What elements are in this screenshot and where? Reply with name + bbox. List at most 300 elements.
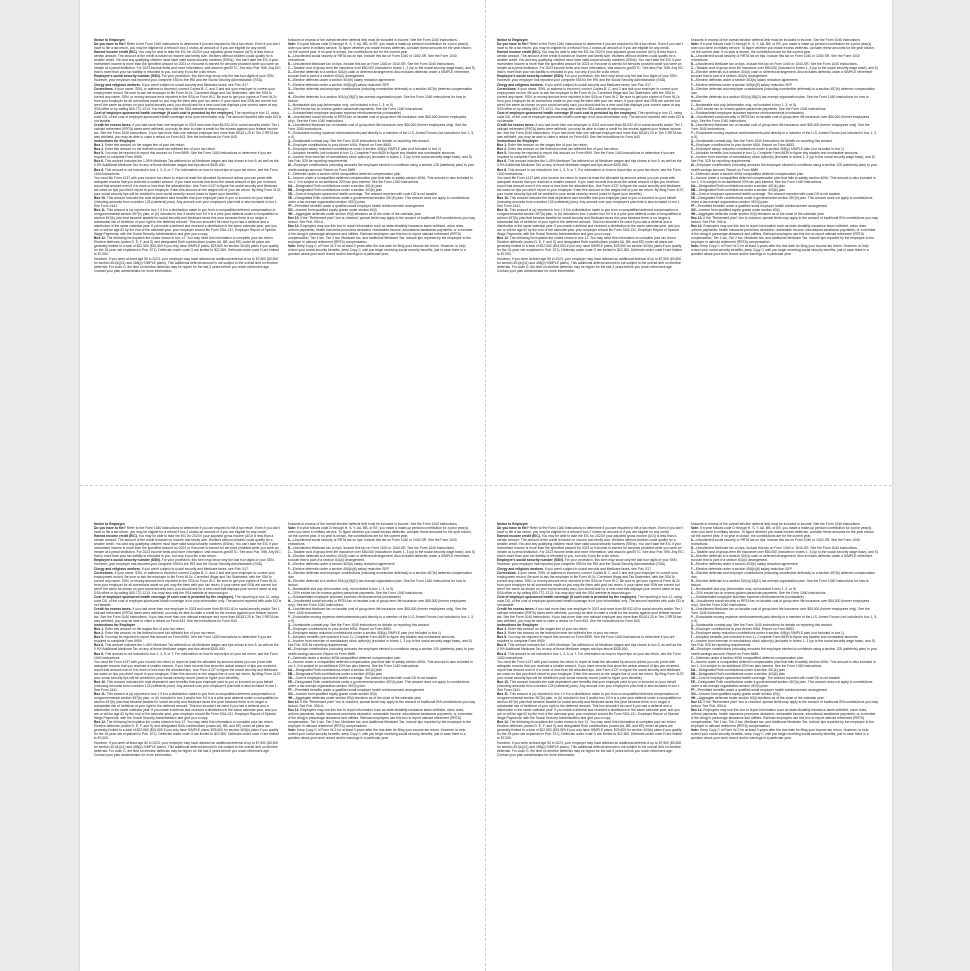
paragraph-text: —20% excise tax on excess golden parachute payments. See the Form 1040 instructions. bbox=[289, 106, 424, 111]
paragraph-lead: D bbox=[287, 554, 290, 559]
paragraph-lead: Box 12. bbox=[497, 236, 509, 241]
paragraph-text: —Adoption benefits (not included in box 1). Complete Form 8839 to figure any taxable and nontaxable amounts. bbox=[289, 635, 456, 640]
paragraph-text: —Permitted benefits under a qualified small employer health reimbursement arrangement bbox=[291, 203, 425, 208]
paragraph-lead: Box 13. bbox=[287, 216, 300, 221]
instruction-paragraph bbox=[288, 54, 476, 62]
paragraph-text: You must file Form 4137 with your income tax return to report at least the allocated tip amount unless you can prove with adequate records that you received a smaller amount. If you have records that show the actual amount of tips you received, report that amount even if it is more or less than the allocated tips. Use Form 4137 to figure the social security and Medicare tax owed on tips you didn't report to your employer. Enter this amount on the wages line of your tax return. By filing Form 4137, your social security tips will be credited to your social security record (used to figure your benefits). bbox=[497, 175, 685, 196]
paragraph-lead: R bbox=[287, 627, 290, 632]
instruction-paragraph bbox=[288, 660, 476, 668]
paragraph-lead: Note: bbox=[287, 42, 297, 47]
paragraph-lead: EE bbox=[287, 679, 292, 684]
paragraph-text: —Uncollected social security or RRTA tax on taxable cost of group-term life insurance over $50,000 (former employees only). See the Form 1040 instructions. bbox=[287, 598, 467, 607]
paragraph-text: —Employee salary reduction contributions under a section 408(p) SIMPLE plan (not included in box 1) bbox=[289, 631, 442, 636]
box-12-codes-column bbox=[288, 522, 476, 969]
instruction-paragraph bbox=[94, 680, 282, 692]
instruction-paragraph bbox=[497, 74, 685, 82]
paragraph-text: If the "Retirement plan" box is checked, special limits may apply to the amount of traditional IRA contributions you may deduct. See Pub. 590-A. bbox=[287, 700, 475, 709]
paragraph-lead: Do you have to file? bbox=[94, 526, 126, 531]
paragraph-lead: Box 5. bbox=[94, 151, 105, 156]
paragraph-lead: BB bbox=[690, 187, 696, 192]
paragraph-lead: D bbox=[690, 70, 693, 75]
instruction-paragraph bbox=[691, 647, 879, 655]
paragraph-text: This amount is (a) reported in box 1 if it is a distribution made to you from a nonqualified deferred compensation or nongovernmental section 457(b) plan, or (b) included in box 3 and/or box 5 if it is a prior year deferral under a nonqualified or section 457(b) plan that became taxable for social security and Medicare taxes this year because there is no longer a substantial risk of forfeiture of your right to the deferred amount. This box shouldn't be used if you had a deferral and a distribution in the same calendar year. If you made a deferral and received a distribution in the same calendar year, and you are or will be age 62 by the end of the calendar year, your employer should file Form SSA-131, Employer Report of Special Wage Payments, with the Social Security Administration and give you a copy. bbox=[94, 207, 279, 237]
instruction-paragraph bbox=[288, 639, 476, 647]
paragraph-lead: N bbox=[287, 606, 290, 611]
instruction-paragraph bbox=[497, 236, 685, 256]
paragraph-lead: K bbox=[287, 106, 290, 111]
paragraph-text: If a year follows code D through H, S, Y, AA, BB, or EE, you made a make-up pension contribution for a prior year(s) when you were in military service. To figure whether you made excess deferrals, consider these amounts for the year shown, not the current year. If no year is shown, the contributions are for the current year. bbox=[287, 526, 472, 539]
paragraph-text: —Substantiated employee business expense reimbursements (nontaxable) bbox=[692, 594, 804, 599]
paragraph-text: —Employer contributions to your Archer MSA. Report on Form 8853. bbox=[692, 143, 795, 148]
paragraph-lead: BB bbox=[287, 671, 293, 676]
instruction-paragraph bbox=[497, 571, 685, 595]
paragraph-text: This amount includes the 1.45% Medicare Tax withheld on all Medicare wages and tips shown in box 5, as well as the 0.9% Additional Medicare Tax on any of those Medicare wages and tips above $200,000. bbox=[497, 159, 682, 168]
paragraph-text: —Income from qualified equity grants under section 83(i) bbox=[292, 691, 377, 696]
paragraph-text: If you had more than one employer in 2023 and more than $9,932.40 in social security and/or Tier 1 railroad retirement (RRTA) taxes were withheld, you may be able to claim a credit for the excess against your federal income tax. See the Form 1040 instructions. If you had more than one railroad employer and more than $5,821.20 in Tier 2 RRTA tax was withheld, you may be able to claim a refund on Form 843. See the Instructions for Form 843. bbox=[497, 122, 683, 140]
instruction-paragraph bbox=[497, 168, 685, 176]
paragraph-text: —Substantiated employee business expense reimbursements (nontaxable) bbox=[692, 110, 804, 115]
instruction-paragraph bbox=[497, 159, 685, 167]
paragraph-text: —Employee salary reduction contributions under a section 408(p) SIMPLE plan (not included in box 1) bbox=[692, 631, 845, 636]
paragraph-lead: AA bbox=[287, 183, 293, 188]
paragraph-lead: DD bbox=[690, 191, 696, 196]
paragraph-lead: W bbox=[690, 647, 694, 652]
paragraph-lead: F bbox=[287, 566, 290, 571]
paragraph-lead: Y bbox=[690, 171, 693, 176]
paragraph-lead: B bbox=[690, 62, 693, 67]
paragraph-lead: B bbox=[287, 546, 290, 551]
form-w2-instructions-sheet bbox=[80, 0, 892, 971]
paragraph-lead: R bbox=[287, 143, 290, 148]
paragraph-text: —Aggregate deferrals under section 83(i) elections as of the close of the calendar year bbox=[695, 696, 824, 701]
paragraph-lead: EE bbox=[690, 679, 695, 684]
instructions-copy-top-right bbox=[497, 38, 878, 485]
paragraph-lead: Box 10. bbox=[497, 195, 509, 200]
instruction-paragraph bbox=[288, 700, 476, 708]
instruction-paragraph bbox=[288, 579, 476, 587]
paragraph-lead: Box 11. bbox=[497, 691, 509, 696]
paragraph-lead: GG bbox=[690, 207, 696, 212]
paragraph-text: —Income under a nonqualified deferred compensation plan that fails to satisfy section 409A. This amount is also included in box 1. It is subject to an additional 20% tax plus interest. See the Form 1040 instructions. bbox=[287, 659, 473, 668]
paragraph-text: You may be required to report this amount on Form 8959. See the Form 1040 instructions to determine if you are required to complete Form 8959. bbox=[94, 635, 272, 644]
paragraph-text: —Substantiated employee business expense reimbursements (nontaxable) bbox=[289, 110, 401, 115]
paragraph-text: This amount includes the total dependent care benefits that your employer paid to you or incurred on your behalf (including amounts from a section 125 (cafeteria) plan). Any amount over your employer's plan limit is also included in box 1. See Form 2441. bbox=[94, 679, 278, 692]
paragraph-text: —Uncollected Medicare tax on taxable cost of group-term life insurance over $50,000 (former employees only). See the Form 1040 instructions. bbox=[690, 606, 870, 616]
paragraph-lead: A bbox=[287, 538, 290, 543]
instruction-paragraph bbox=[288, 554, 476, 562]
instruction-paragraph bbox=[288, 599, 476, 607]
paragraph-lead: A bbox=[287, 54, 290, 59]
paragraph-text: —Elective deferrals and employer contributions (including nonelective deferrals) to a section 457(b) deferred compensation plan bbox=[287, 570, 473, 579]
paragraph-text: —Elective deferrals to a section 501(c)(18)(D) tax-exempt organization plan. See the Form 1040 instructions for how to deduct. bbox=[287, 94, 466, 103]
paragraph-lead: Z bbox=[287, 175, 290, 180]
paragraph-lead: Instructions for Employee bbox=[94, 623, 136, 628]
paragraph-lead: Box 11. bbox=[94, 691, 106, 696]
paragraph-text: For your protection, this form may show only the last four digits of your SSN. However, your employer has reported your complete SSN to the IRS and the Social Security Administration (SSA). bbox=[497, 74, 678, 83]
paragraph-lead: AA bbox=[690, 183, 696, 188]
paragraph-lead: Z bbox=[287, 659, 290, 664]
paragraph-lead: G bbox=[287, 570, 291, 575]
paragraph-lead: Earned income credit (EIC). bbox=[497, 50, 541, 55]
instruction-paragraph bbox=[691, 163, 879, 171]
paragraph-lead: Box 14. bbox=[287, 708, 300, 713]
box-12-codes-column bbox=[288, 38, 476, 485]
paragraph-lead: Corrections. bbox=[94, 570, 114, 575]
paragraph-lead: Box 5. bbox=[497, 635, 508, 640]
box-12-codes-column bbox=[691, 522, 879, 969]
paragraph-text: —Nontaxable sick pay (information only, not included in box 1, 3, or 5) bbox=[289, 102, 394, 107]
instruction-paragraph bbox=[497, 558, 685, 566]
paragraph-lead: Box 14. bbox=[690, 224, 703, 229]
instruction-paragraph bbox=[691, 571, 879, 579]
paragraph-text: —Elective deferrals to a section 501(c)(18)(D) tax-exempt organization plan. See the Form 1040 instructions for how to deduct. bbox=[690, 94, 869, 103]
paragraph-text: Enter this amount on the federal income tax withheld line of your tax return. bbox=[104, 147, 217, 152]
instruction-paragraph bbox=[497, 652, 685, 660]
paragraph-text: —Employer contributions to your Archer MSA. Report on Form 8853. bbox=[289, 627, 392, 632]
paragraph-text: If the "Retirement plan" box is checked, special limits may apply to the amount of traditional IRA contributions you may deduct. See Pub. 590-A. bbox=[690, 700, 878, 709]
paragraph-text: This amount includes the 1.45% Medicare Tax withheld on all Medicare wages and tips shown in box 5, as well as the 0.9% Additional Medicare Tax on any of those Medicare wages and tips above $200,000. bbox=[94, 643, 279, 652]
paragraph-text: —Aggregate deferrals under section 83(i) elections as of the close of the calendar year bbox=[292, 212, 421, 217]
paragraph-lead: T bbox=[690, 635, 693, 640]
paragraph-lead: E bbox=[287, 78, 290, 83]
paragraph-lead: L bbox=[690, 110, 693, 115]
paragraph-text: The reporting in box 12, using code DD, of the cost of employer-sponsored health coverage is for your information only. The amount reported with code DD is not taxable. bbox=[497, 594, 685, 607]
paragraph-text: Enter this amount on the wages line of your tax return. bbox=[507, 143, 589, 148]
instruction-paragraph bbox=[94, 660, 282, 680]
instructions-copy-bottom-left bbox=[94, 522, 475, 969]
paragraph-lead: Box 8. bbox=[94, 651, 105, 656]
paragraph-text: Enter this amount on the federal income tax withheld line of your tax return. bbox=[104, 631, 217, 636]
paragraph-lead: FF bbox=[287, 203, 292, 208]
paragraph-lead: BB bbox=[690, 671, 696, 676]
paragraph-text: —Uncollected social security or RRTA tax on tips. Include this tax on Form 1040 or 1040-SR. See the Form 1040 instructions. bbox=[690, 54, 860, 63]
paragraph-lead: Note: bbox=[690, 244, 700, 249]
paragraph-lead: M bbox=[287, 598, 291, 603]
instruction-paragraph bbox=[497, 50, 685, 74]
instruction-paragraph bbox=[94, 526, 282, 534]
paragraph-lead: Instructions for Employee bbox=[497, 139, 539, 144]
paragraph-lead: Earned income credit (EIC). bbox=[497, 534, 541, 539]
paragraph-text: This amount is not included in box 1, 3, 5, or 7. For information on how to report tips on your tax return, see the Form 1040 instructions. bbox=[94, 167, 278, 176]
paragraph-lead: Box 13. bbox=[690, 216, 703, 221]
paragraph-lead: HH bbox=[690, 212, 696, 217]
paragraph-text: —Uncollected social security or RRTA tax on taxable cost of group-term life insurance over $50,000 (former employees only). See the Form 1040 instructions. bbox=[287, 114, 467, 123]
instruction-paragraph bbox=[288, 155, 476, 163]
notice-to-employee-column bbox=[497, 38, 685, 485]
instruction-paragraph bbox=[94, 558, 282, 566]
paragraph-text: —Deferrals under a section 409A nonqualified deferred compensation plan bbox=[289, 171, 401, 176]
paragraph-lead: R bbox=[690, 627, 693, 632]
instruction-paragraph bbox=[94, 236, 282, 256]
paragraph-text: —Uncollected social security or RRTA tax on taxable cost of group-term life insurance over $50,000 (former employees only). See the Form 1040 instructions. bbox=[690, 598, 870, 607]
instruction-paragraph bbox=[94, 635, 282, 643]
paragraph-text: —Cost of employer-sponsored health coverage. The amount reported with code DD is not taxable. bbox=[292, 675, 438, 680]
instruction-paragraph bbox=[691, 70, 879, 78]
paragraph-text: This amount includes the 1.45% Medicare Tax withheld on all Medicare wages and tips shown in box 5, as well as the 0.9% Additional Medicare Tax on any of those Medicare wages and tips above $200,000. bbox=[497, 643, 682, 652]
paragraph-lead: Box 12. bbox=[94, 720, 106, 725]
paragraph-text: —Nontaxable sick pay (information only, not included in box 1, 3, or 5) bbox=[692, 586, 797, 591]
instruction-paragraph bbox=[94, 741, 282, 757]
paragraph-text: —20% excise tax on excess golden parachute payments. See the Form 1040 instructions. bbox=[692, 590, 827, 595]
paragraph-lead: L bbox=[287, 110, 290, 115]
paragraph-text: —Elective deferrals under a section 408(k)(6) salary reduction SEP bbox=[692, 566, 792, 571]
paragraph-lead: S bbox=[690, 147, 693, 152]
instruction-paragraph bbox=[497, 607, 685, 623]
paragraph-text: Amounts in excess of the overall elective deferral limit must be included in income. See the Form 1040 instructions. bbox=[690, 38, 861, 42]
paragraph-text: —Elective deferrals under a section 408(k)(6) salary reduction SEP bbox=[289, 82, 389, 87]
paragraph-text: —Employer contributions (including amounts the employee elected to contribute using a section 125 (cafeteria) plan) to your health savings account. Report on Form 8889. bbox=[690, 647, 878, 656]
instruction-paragraph bbox=[288, 571, 476, 579]
paragraph-text: Employers may use this box to report information such as state disability insurance taxes withheld, union dues, uniform payments, health insurance premiums deducted, nontaxable income, educational assistance payments, or a member of the clergy's parsonage allowance and utilities. Railroad employers use this box to report railroad retirement (RRTA) compensation, Tier 1 tax, Tier 2 tax, Medicare tax, and Additional Medicare Tax. Include tips reported by the employee to the employer in railroad retirement (RRTA) compensation. bbox=[287, 224, 473, 245]
paragraph-lead: E bbox=[690, 562, 693, 567]
paragraph-lead: H bbox=[287, 578, 290, 583]
instruction-paragraph bbox=[94, 607, 282, 623]
paragraph-text: If your name, SSN, or address is incorrect, correct Copies B, C, and 2 and ask your employer to correct your employment record. Be sure to ask the employer to file Form W-2c, Corrected Wage and Tax Statement, with the SSA to correct any name, SSN, or money amount error reported to the SSA on Form W-2. Be sure to get your copies of Form W-2c from your employer for all corrections made so you may file them with your tax return. If your name and SSN are correct but aren't the same as shown on your social security card, you should ask for a new card that displays your correct name at any SSA office or by calling 800-772-1213. You may also visit the SSA website at www.ssa.gov. bbox=[94, 570, 278, 595]
paragraph-lead: T bbox=[287, 635, 290, 640]
paragraph-text: Enter this amount on the wages line of your tax return. bbox=[507, 627, 589, 632]
instruction-paragraph bbox=[497, 176, 685, 196]
paragraph-text: —Nontaxable combat pay. See the Form 1040 instructions for details on reporting this amount. bbox=[693, 623, 834, 628]
paragraph-lead: K bbox=[287, 590, 290, 595]
paragraph-text: If you aren't subject to social security and Medicare taxes, see Pub. 517. bbox=[140, 82, 249, 87]
paragraph-lead: Note: bbox=[287, 728, 297, 733]
paragraph-text: —Designated Roth contributions under a section 401(k) plan bbox=[695, 183, 785, 188]
paragraph-text: —Employer contributions to your Archer MSA. Report on Form 8853. bbox=[692, 627, 795, 632]
instruction-paragraph bbox=[691, 660, 879, 668]
paragraph-text: Enter this amount on the federal income tax withheld line of your tax return. bbox=[507, 631, 620, 636]
paragraph-lead: Box 8. bbox=[497, 167, 508, 172]
paragraph-lead: Earned income credit (EIC). bbox=[94, 534, 138, 539]
paragraph-lead: Z bbox=[690, 659, 693, 664]
paragraph-lead: Z bbox=[690, 175, 693, 180]
instruction-paragraph bbox=[691, 680, 879, 688]
paragraph-text: —Taxable cost of group-term life insurance over $50,000 (included in boxes 1, 3 (up to the social security wage base), and 5) bbox=[692, 550, 878, 555]
instruction-paragraph bbox=[94, 652, 282, 660]
paragraph-text: Enter this amount on the federal income tax withheld line of your tax return. bbox=[507, 147, 620, 152]
paragraph-text: You may be able to take the EIC for 2023 if your adjusted gross income (AGI) is less than a certain amount. The amount of the credit is based on income and family size. Workers without children could qualify for a smaller credit. You and any qualifying children must have valid social security numbers (SSNs). You can't take the EIC if your investment income is more than the specified amount for 2023 or if income is earned for services provided while you were an inmate at a penal institution. For 2023 income limits and more information, visit www.irs.gov/EITC. See also Pub. 596. Any EIC that is more than your tax liability is refunded to you, but only if you file a tax return. bbox=[497, 50, 684, 75]
paragraph-lead: AA bbox=[287, 667, 293, 672]
paragraph-text: You may be able to take the EIC for 2023 if your adjusted gross income (AGI) is less than a certain amount. The amount of the credit is based on income and family size. Workers without children could qualify for a smaller credit. You and any qualifying children must have valid social security numbers (SSNs). You can't take the EIC if your investment income is more than the specified amount for 2023 or if income is earned for services provided while you were an inmate at a penal institution. For 2023 income limits and more information, visit www.irs.gov/EITC. See also Pub. 596. Any EIC that is more than your tax liability is refunded to you, but only if you file a tax return. bbox=[497, 534, 684, 559]
paragraph-lead: K bbox=[690, 590, 693, 595]
paragraph-text: This amount includes the total dependent care benefits that your employer paid to you or incurred on your behalf (including amounts from a section 125 (cafeteria) plan). Any amount over your employer's plan limit is also included in box 1. See Form 2441. bbox=[497, 679, 681, 692]
paragraph-text: —Employer contributions (including amounts the employee elected to contribute using a section 125 (cafeteria) plan) to your health savings account. Report on Form 8889. bbox=[287, 647, 475, 656]
paragraph-text: This amount is not included in box 1, 3, 5, or 7. For information on how to report tips on your tax return, see the Form 1040 instructions. bbox=[497, 651, 681, 660]
paragraph-text: —Deferrals under a section 409A nonqualified deferred compensation plan bbox=[692, 655, 804, 660]
instruction-paragraph bbox=[691, 599, 879, 607]
paragraph-text: This amount is (a) reported in box 1 if it is a distribution made to you from a nonqualified deferred compensation or nongovernmental section 457(b) plan, or (b) included in box 3 and/or box 5 if it is a prior year deferral under a nonqualified or section 457(b) plan that became taxable for social security and Medicare taxes this year because there is no longer a substantial risk of forfeiture of your right to the deferred amount. This box shouldn't be used if you had a deferral and a distribution in the same calendar year. If you made a deferral and received a distribution in the same calendar year, and you are or will be age 62 by the end of the calendar year, your employer should file Form SSA-131, Employer Report of Special Wage Payments, with the Social Security Administration and give you a copy. bbox=[497, 691, 682, 721]
paragraph-text: —Nontaxable sick pay (information only, not included in box 1, 3, or 5) bbox=[692, 102, 797, 107]
paragraph-text: You may be required to report this amount on Form 8959. See the Form 1040 instructions to determine if you are required to complete Form 8959. bbox=[497, 151, 675, 160]
paragraph-lead: V bbox=[287, 639, 290, 644]
instruction-paragraph bbox=[94, 534, 282, 558]
paragraph-lead: W bbox=[287, 647, 291, 652]
paragraph-text: However, if you were at least age 50 in 2023, your employer may have allowed an additional deferral of up to $7,500 ($3,500 for section 401(k)(11) and 408(p) SIMPLE plans). This additional deferral amount is not subject to the overall limit on elective deferrals. For code G, the limit on elective deferrals may be higher for the last 3 years before you reach retirement age. Contact your plan administrator for more information. bbox=[497, 740, 682, 757]
paragraph-text: Amounts in excess of the overall elective deferral limit must be included in income. See the Form 1040 instructions. bbox=[690, 522, 861, 526]
paragraph-text: —Income under a nonqualified deferred compensation plan that fails to satisfy section 409A. This amount is also included in box 1. It is subject to an additional 20% tax plus interest. See the Form 1040 instructions. bbox=[690, 659, 876, 668]
paragraph-lead: Box 1. bbox=[94, 143, 105, 148]
paragraph-lead: M bbox=[690, 598, 694, 603]
paragraph-lead: N bbox=[690, 606, 693, 611]
paragraph-lead: G bbox=[287, 86, 291, 91]
instruction-paragraph bbox=[288, 216, 476, 224]
paragraph-text: —Adoption benefits (not included in box 1). Complete Form 8839 to figure any taxable and nontaxable amounts. bbox=[692, 151, 859, 156]
paragraph-lead: Cost of employer-sponsored health coverage (if such cost is provided by the employer). bbox=[94, 594, 234, 599]
paragraph-text: —Nontaxable sick pay (information only, not included in box 1, 3, or 5) bbox=[289, 586, 394, 591]
instruction-paragraph bbox=[691, 216, 879, 224]
paragraph-lead: L bbox=[287, 594, 290, 599]
paragraph-text: —Income from qualified equity grants under section 83(i) bbox=[292, 207, 377, 212]
paragraph-text: —Employer contributions (including amounts the employee elected to contribute using a section 125 (cafeteria) plan) to your health savings account. Report on Form 8889. bbox=[287, 163, 475, 172]
instruction-paragraph bbox=[497, 720, 685, 740]
instruction-paragraph bbox=[691, 579, 879, 587]
instruction-paragraph bbox=[691, 728, 879, 740]
paragraph-lead: Corrections. bbox=[94, 86, 114, 91]
paragraph-text: —Taxable cost of group-term life insurance over $50,000 (included in boxes 1, 3 (up to the social security wage base), and 5) bbox=[692, 66, 878, 71]
paragraph-lead: Employee's social security number (SSN). bbox=[94, 558, 161, 563]
paragraph-lead: AA bbox=[690, 667, 696, 672]
paragraph-text: —Cost of employer-sponsored health coverage. The amount reported with code DD is not taxable. bbox=[292, 191, 438, 196]
instruction-paragraph bbox=[288, 708, 476, 728]
paragraph-text: —Nontaxable combat pay. See the Form 1040 instructions for details on reporting this amount. bbox=[290, 623, 431, 628]
paragraph-text: This amount is (a) reported in box 1 if it is a distribution made to you from a nonqualified deferred compensation or nongovernmental section 457(b) plan, or (b) included in box 3 and/or box 5 if it is a prior year deferral under a nonqualified or section 457(b) plan that became taxable for social security and Medicare taxes this year because there is no longer a substantial risk of forfeiture of your right to the deferred amount. This box shouldn't be used if you had a deferral and a distribution in the same calendar year. If you made a deferral and received a distribution in the same calendar year, and you are or will be age 62 by the end of the calendar year, your employer should file Form SSA-131, Employer Report of Special Wage Payments, with the Social Security Administration and give you a copy. bbox=[497, 207, 682, 237]
paragraph-text: If you had more than one employer in 2023 and more than $9,932.40 in social security and/or Tier 1 railroad retirement (RRTA) taxes were withheld, you may be able to claim a credit for the excess against your federal income tax. See the Form 1040 instructions. If you had more than one railroad employer and more than $5,821.20 in Tier 2 RRTA tax was withheld, you may be able to claim a refund on Form 843. See the Instructions for Form 843. bbox=[497, 606, 683, 624]
paragraph-lead: W bbox=[287, 163, 291, 168]
paragraph-text: —Elective deferrals to a section 401(k) cash or deferred arrangement. Also includes deferrals under a SIMPLE retirement account that is part of a section 401(k) arrangement. bbox=[690, 70, 873, 79]
paragraph-text: —Elective deferrals to a section 401(k) cash or deferred arrangement. Also includes deferrals under a SIMPLE retirement account that is part of a section 401(k) arrangement. bbox=[287, 70, 470, 79]
instruction-paragraph bbox=[691, 607, 879, 615]
paragraph-text: —Designated Roth contributions under a section 403(b) plan bbox=[695, 187, 786, 192]
instruction-paragraph bbox=[94, 87, 282, 111]
paragraph-text: —Uncollected Medicare tax on taxable cost of group-term life insurance over $50,000 (former employees only). See the Form 1040 instructions. bbox=[690, 122, 870, 132]
paragraph-lead: A bbox=[690, 54, 693, 59]
instruction-paragraph bbox=[288, 95, 476, 103]
paragraph-text: —Excludable moving expense reimbursements paid directly to a member of the U.S. Armed Forces (not included in box 1, 3, or 5) bbox=[690, 615, 877, 624]
instruction-paragraph bbox=[691, 639, 879, 647]
paragraph-text: Keep Copy C of Form W-2 for at least 3 years after the due date for filing your income tax return. However, to help protect your social security benefits, keep Copy C until you begin receiving social security benefits, just in case there is a question about your work record and/or earnings in a particular year. bbox=[287, 244, 466, 257]
paragraph-text: If a year follows code D through H, S, Y, AA, BB, or EE, you made a make-up pension contribution for a prior year(s) when you were in military service. To figure whether you made excess deferrals, consider these amounts for the year shown, not the current year. If no year is shown, the contributions are for the current year. bbox=[690, 526, 875, 539]
instructions-copy-bottom-right bbox=[497, 522, 878, 969]
paragraph-lead: Clergy and religious workers. bbox=[497, 82, 544, 87]
paragraph-text: However, if you were at least age 50 in 2023, your employer may have allowed an additional deferral of up to $7,500 ($3,500 for section 401(k)(11) and 408(p) SIMPLE plans). This additional deferral amount is not subject to the overall limit on elective deferrals. For code G, the limit on elective deferrals may be higher for the last 3 years before you reach retirement age. Contact your plan administrator for more information. bbox=[94, 740, 279, 757]
paragraph-text: Enter this amount on the wages line of your tax return. bbox=[104, 143, 186, 148]
paragraph-text: This amount includes the total dependent care benefits that your employer paid to you or incurred on your behalf (including amounts from a section 125 (cafeteria) plan). Any amount over your employer's plan limit is also included in box 1. See Form 2441. bbox=[94, 195, 278, 208]
paragraph-text: —Designated Roth contributions under a section 401(k) plan bbox=[292, 183, 382, 188]
instruction-paragraph bbox=[288, 728, 476, 740]
paragraph-text: Amounts in excess of the overall elective deferral limit must be included in income. See the Form 1040 instructions. bbox=[287, 38, 458, 42]
paragraph-text: —Elective deferrals to a section 401(k) cash or deferred arrangement. Also includes deferrals under a SIMPLE retirement account that is part of a section 401(k) arrangement. bbox=[287, 554, 470, 563]
paragraph-text: —Elective deferrals to a section 501(c)(18)(D) tax-exempt organization plan. See the Form 1040 instructions for how to deduct. bbox=[287, 578, 466, 587]
paragraph-lead: H bbox=[287, 94, 290, 99]
paragraph-text: —Designated Roth contributions under a governmental section 457(b) plan. This amount does not apply to contributions under a tax-exempt organization section 457(b) plan. bbox=[690, 679, 873, 688]
paragraph-text: —Designated Roth contributions under a governmental section 457(b) plan. This amount does not apply to contributions under a tax-exempt organization section 457(b) plan. bbox=[287, 679, 470, 688]
paragraph-text: —Uncollected social security or RRTA tax on taxable cost of group-term life insurance over $50,000 (former employees only). See the Form 1040 instructions. bbox=[690, 114, 870, 123]
paragraph-lead: D bbox=[287, 70, 290, 75]
paragraph-text: —Elective deferrals under a section 403(b) salary reduction agreement bbox=[692, 78, 798, 83]
instruction-paragraph bbox=[94, 257, 282, 273]
instruction-paragraph bbox=[94, 692, 282, 720]
paragraph-lead: Box 8. bbox=[94, 167, 105, 172]
paragraph-text: —Elective deferrals under a section 403(b) salary reduction agreement bbox=[289, 78, 395, 83]
paragraph-text: The following list explains the codes shown in box 12. You may need this information to complete your tax return. Elective deferrals (codes D, E, F, and S) and designated Roth contributions (codes AA, BB, and EE) under all plans are generally limited to a total of $22,500 ($15,500 if you only have SIMPLE plans; $25,500 for section 403(b) plans if you qualify for the 15-year rule explained in Pub. 571). Deferrals under code G are limited to $22,500. Deferrals under code H are limited to $7,000. bbox=[94, 236, 279, 257]
paragraph-text: —Permitted benefits under a qualified small employer health reimbursement arrangement bbox=[694, 203, 828, 208]
paragraph-lead: G bbox=[690, 86, 694, 91]
paragraph-text: The following list explains the codes shown in box 12. You may need this information to complete your tax return. Elective deferrals (codes D, E, F, and S) and designated Roth contributions (codes AA, BB, and EE) under all plans are generally limited to a total of $22,500 ($15,500 if you only have SIMPLE plans; $25,500 for section 403(b) plans if you qualify for the 15-year rule explained in Pub. 571). Deferrals under code G are limited to $22,500. Deferrals under code H are limited to $7,000. bbox=[497, 236, 682, 257]
paragraph-text: —Uncollected Medicare tax on tips. Include this tax on Form 1040 or 1040-SR. See the Form 1040 instructions. bbox=[692, 62, 858, 67]
instruction-paragraph bbox=[288, 123, 476, 131]
paragraph-lead: FF bbox=[287, 687, 292, 692]
paragraph-text: —Nontaxable combat pay. See the Form 1040 instructions for details on reporting this amount. bbox=[693, 139, 834, 144]
paragraph-text: —Adoption benefits (not included in box 1). Complete Form 8839 to figure any taxable and nontaxable amounts. bbox=[692, 635, 859, 640]
paragraph-lead: R bbox=[690, 143, 693, 148]
paragraph-lead: Box 11. bbox=[497, 207, 509, 212]
paragraph-text: If your name, SSN, or address is incorrect, correct Copies B, C, and 2 and ask your employer to correct your employment record. Be sure to ask the employer to file Form W-2c, Corrected Wage and Tax Statement, with the SSA to correct any name, SSN, or money amount error reported to the SSA on Form W-2. Be sure to get your copies of Form W-2c from your employer for all corrections made so you may file them with your tax return. If your name and SSN are correct but aren't the same as shown on your social security card, you should ask for a new card that displays your correct name at any SSA office or by calling 800-772-1213. You may also visit the SSA website at www.ssa.gov. bbox=[497, 570, 681, 595]
paragraph-lead: EE bbox=[690, 195, 695, 200]
paragraph-text: If you aren't subject to social security and Medicare taxes, see Pub. 517. bbox=[140, 566, 249, 571]
paragraph-lead: K bbox=[690, 106, 693, 111]
instruction-paragraph bbox=[497, 87, 685, 111]
paragraph-text: This amount is not included in box 1, 3, 5, or 7. For information on how to report tips on your tax return, see the Form 1040 instructions. bbox=[94, 651, 278, 660]
paragraph-text: If a year follows code D through H, S, Y, AA, BB, or EE, you made a make-up pension contribution for a prior year(s) when you were in military service. To figure whether you made excess deferrals, consider these amounts for the year shown, not the current year. If no year is shown, the contributions are for the current year. bbox=[690, 42, 875, 55]
instruction-paragraph bbox=[288, 615, 476, 623]
instruction-paragraph bbox=[497, 680, 685, 692]
paragraph-lead: DD bbox=[690, 675, 696, 680]
paragraph-text: For your protection, this form may show only the last four digits of your SSN. However, your employer has reported your complete SSN to the IRS and the Social Security Administration (SSA). bbox=[497, 558, 678, 567]
paragraph-text: —Elective deferrals under a section 403(b) salary reduction agreement bbox=[692, 562, 798, 567]
paragraph-lead: Do you have to file? bbox=[497, 42, 529, 47]
instruction-paragraph bbox=[691, 42, 879, 54]
instruction-paragraph bbox=[288, 70, 476, 78]
paragraph-lead: Box 6. bbox=[94, 643, 105, 648]
paragraph-text: —Employer contributions to your Archer MSA. Report on Form 8853. bbox=[289, 143, 392, 148]
paragraph-lead: Q bbox=[287, 623, 291, 628]
paragraph-text: If a year follows code D through H, S, Y, AA, BB, or EE, you made a make-up pension contribution for a prior year(s) when you were in military service. To figure whether you made excess deferrals, consider these amounts for the year shown, not the current year. If no year is shown, the contributions are for the current year. bbox=[287, 42, 472, 55]
paragraph-lead: Employee's social security number (SSN). bbox=[497, 558, 564, 563]
notice-to-employee-column bbox=[94, 38, 282, 485]
paragraph-lead: P bbox=[690, 615, 693, 620]
paragraph-lead: B bbox=[287, 62, 290, 67]
instruction-paragraph bbox=[691, 176, 879, 184]
paragraph-text: —Designated Roth contributions under a section 401(k) plan bbox=[292, 667, 382, 672]
paragraph-lead: J bbox=[690, 586, 693, 591]
notice-heading: Notice to Employee bbox=[497, 522, 529, 526]
paragraph-text: The following list explains the codes shown in box 12. You may need this information to complete your tax return. Elective deferrals (codes D, E, F, and S) and designated Roth contributions (codes AA, BB, and EE) under all plans are generally limited to a total of $22,500 ($15,500 if you only have SIMPLE plans; $25,500 for section 403(b) plans if you qualify for the 15-year rule explained in Pub. 571). Deferrals under code G are limited to $22,500. Deferrals under code H are limited to $7,000. bbox=[94, 720, 279, 741]
instruction-paragraph bbox=[94, 571, 282, 595]
paragraph-text: —Designated Roth contributions under a governmental section 457(b) plan. This amount does not apply to contributions under a tax-exempt organization section 457(b) plan. bbox=[287, 195, 470, 204]
paragraph-lead: GG bbox=[287, 207, 293, 212]
paragraph-lead: Note: bbox=[690, 42, 700, 47]
paragraph-lead: Employee's social security number (SSN). bbox=[497, 74, 564, 79]
instruction-paragraph bbox=[288, 647, 476, 655]
instruction-paragraph bbox=[94, 74, 282, 82]
paragraph-text: —Uncollected social security or RRTA tax on tips. Include this tax on Form 1040 or 1040-SR. See the Form 1040 instructions. bbox=[690, 538, 860, 547]
paragraph-lead: Box 6. bbox=[497, 643, 508, 648]
paragraph-text: You must file Form 4137 with your income tax return to report at least the allocated tip amount unless you can prove with adequate records that you received a smaller amount. If you have records that show the actual amount of tips you received, report that amount even if it is more or less than the allocated tips. Use Form 4137 to figure the social security and Medicare tax owed on tips you didn't report to your employer. Enter this amount on the wages line of your tax return. By filing Form 4137, your social security tips will be credited to your social security record (used to figure your benefits). bbox=[497, 659, 685, 680]
paragraph-lead: Cost of employer-sponsored health coverage (if such cost is provided by the employer). bbox=[497, 594, 637, 599]
paragraph-text: If you had more than one employer in 2023 and more than $9,932.40 in social security and/or Tier 1 railroad retirement (RRTA) taxes were withheld, you may be able to claim a credit for the excess against your federal income tax. See the Form 1040 instructions. If you had more than one railroad employer and more than $5,821.20 in Tier 2 RRTA tax was withheld, you may be able to claim a refund on Form 843. See the Instructions for Form 843. bbox=[94, 122, 280, 140]
paragraph-text: Refer to the Form 1040 instructions to determine if you are required to file a tax return. Even if you don't have to file a tax return, you may be eligible for a refund if box 2 shows an amount or if you are eligible for any credit. bbox=[497, 42, 683, 51]
paragraph-text: —Deferrals under a section 409A nonqualified deferred compensation plan bbox=[289, 655, 401, 660]
paragraph-lead: Corrections. bbox=[497, 570, 517, 575]
paragraph-lead: HH bbox=[287, 696, 293, 701]
instruction-paragraph bbox=[691, 155, 879, 163]
notice-to-employee-column bbox=[497, 522, 685, 969]
paragraph-text: Keep Copy C of Form W-2 for at least 3 years after the due date for filing your income tax return. However, to help protect your social security benefits, keep Copy C until you begin receiving social security benefits, just in case there is a question about your work record and/or earnings in a particular year. bbox=[690, 728, 869, 741]
paragraph-lead: HH bbox=[690, 696, 696, 701]
vertical-cut-line bbox=[485, 0, 486, 971]
paragraph-lead: T bbox=[287, 151, 290, 156]
notice-to-employee-column bbox=[94, 522, 282, 969]
instruction-paragraph bbox=[497, 208, 685, 236]
